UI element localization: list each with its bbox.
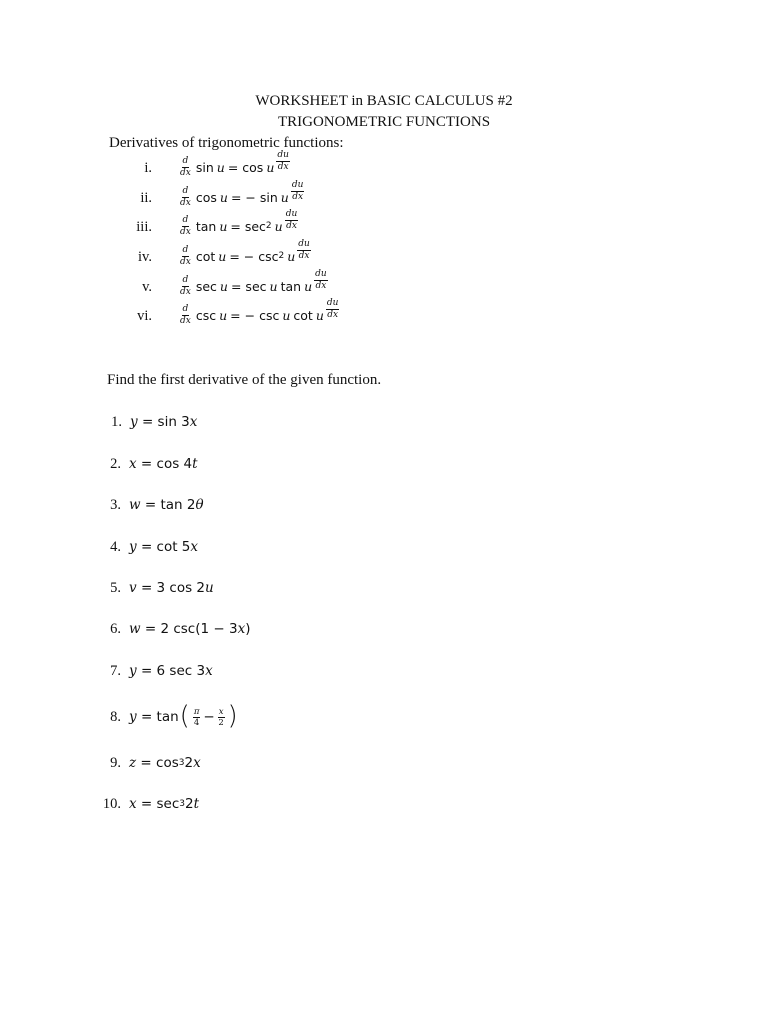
rule-number: v. xyxy=(142,279,152,295)
d-dx-operator: $\frac{d}{dx}$ xyxy=(180,185,191,208)
problem-item: 1. y = sin 3 x xyxy=(111,413,198,430)
du-dx-fraction: $\frac{du}{dx}$ xyxy=(315,268,327,291)
du-dx-fraction: $\frac{du}{dx}$ xyxy=(326,297,339,320)
rule-number: iii. xyxy=(136,219,152,235)
problem-item: 5. v = 3 cos 2 u xyxy=(110,579,214,596)
problem-item: 9. z = cos 3 2 x xyxy=(110,754,201,771)
du-dx-fraction: $\frac{du}{dx}$ xyxy=(291,179,304,202)
du-dx-fraction: $\frac{du}{dx}$ xyxy=(285,208,298,231)
instruction-text: Find the first derivative of the given function. xyxy=(107,372,382,388)
rule-expression: $\frac{d}{dx}$ cos u = − sin u $\frac{du}{dx}$ xyxy=(180,179,304,208)
rule-expression: $\frac{d}{dx}$ sec u = sec u tan u $\frac{du}{dx}$ xyxy=(180,268,327,297)
derivative-rule xyxy=(0,238,400,271)
problem-item: 7. y = 6 sec 3 x xyxy=(110,662,213,679)
d-dx-operator: $\frac{d}{dx}$ xyxy=(180,244,191,267)
du-dx-fraction: $\frac{du}{dx}$ xyxy=(298,238,310,261)
du-dx-fraction: $\frac{du}{dx}$ xyxy=(277,149,289,172)
rule-expression: $\frac{d}{dx}$ sin u = cos u $\frac{du}{dx}$ xyxy=(180,149,289,178)
problem-item: 2. x = cos 4 t xyxy=(110,455,198,472)
worksheet-subtitle: TRIGONOMETRIC FUNCTIONS xyxy=(277,114,491,130)
problem-item: 3. w = tan 2 θ xyxy=(110,496,204,513)
derivative-rule xyxy=(0,297,400,330)
rules-heading: Derivatives of trigonometric functions: xyxy=(109,135,344,151)
d-dx-operator: $\frac{d}{dx}$ xyxy=(180,214,191,237)
d-dx-operator: $\frac{d}{dx}$ xyxy=(180,274,191,297)
problem-item: 10. x = sec 3 2 t xyxy=(102,795,200,812)
rule-number: vi. xyxy=(137,308,152,324)
d-dx-operator: $\frac{d}{dx}$ xyxy=(180,155,191,178)
rule-expression: $\frac{d}{dx}$ csc u = − csc u cot u $\frac{du}{dx}$ xyxy=(180,297,339,326)
rule-number: ii. xyxy=(140,190,152,206)
rule-expression: $\frac{d}{dx}$ cot u = − csc 2 u $\frac{du}{dx}$ xyxy=(180,238,310,267)
rule-expression: $\frac{d}{dx}$ tan u = sec 2 u $\frac{du}{dx}$ xyxy=(180,208,298,237)
problem-item: 6. w = 2 csc(1 − 3 x ) xyxy=(110,620,251,637)
derivative-rule xyxy=(0,208,400,241)
problem-item: 8. y = tan ( $\frac{\pi}{4}$ − $\frac{x}{2}$ ) xyxy=(110,701,238,731)
rule-number: iv. xyxy=(138,249,152,265)
d-dx-operator: $\frac{d}{dx}$ xyxy=(180,303,191,326)
worksheet-title: WORKSHEET in BASIC CALCULUS #2 xyxy=(255,93,513,109)
rule-number: i. xyxy=(144,160,152,176)
derivative-rule xyxy=(0,179,400,212)
derivative-rule xyxy=(0,268,400,301)
derivative-rule xyxy=(0,149,400,182)
problem-item: 4. y = cot 5 x xyxy=(110,538,199,555)
